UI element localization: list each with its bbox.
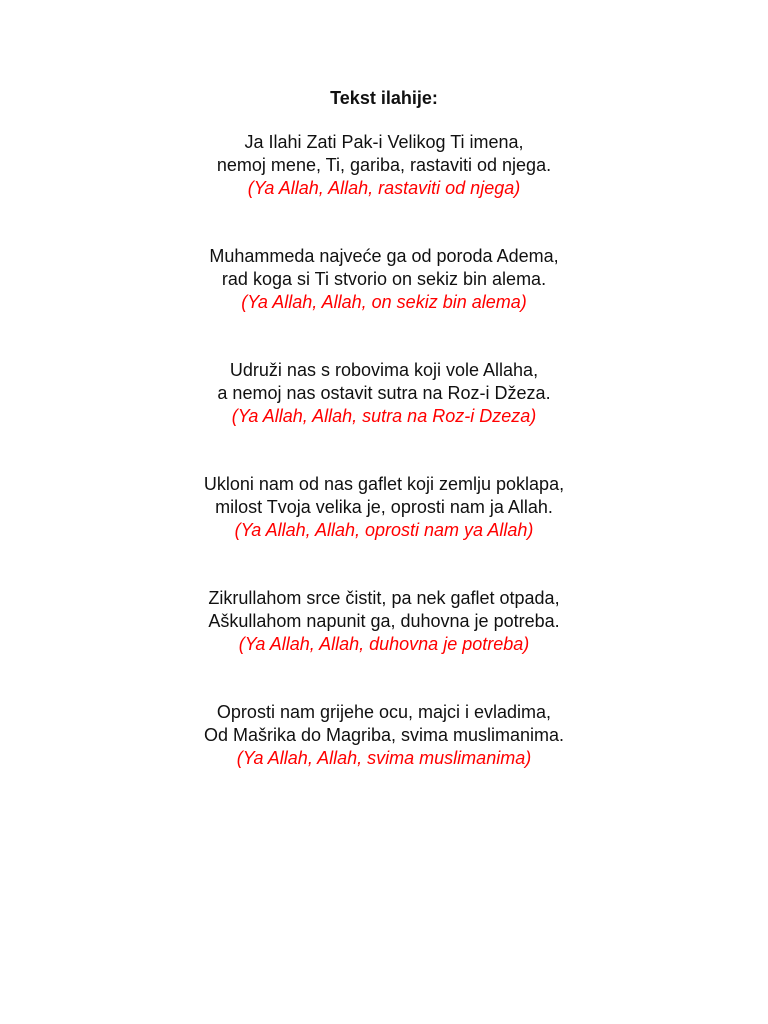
stanza-line: Muhammeda najveće ga od poroda Adema, [209,246,559,266]
stanza-line: nemoj mene, Ti, gariba, rastaviti od njega. [216,155,552,175]
stanza-6 [0,701,768,770]
stanza-line: rad koga si Ti stvorio on sekiz bin alema. [221,269,547,289]
stanza-line: Zikrullahom srce čistit, pa nek gaflet otpada, [208,588,560,608]
stanza-line: milost Tvoja velika je, oprosti nam ja Allah. [215,497,553,517]
stanza-5 [0,587,768,656]
stanza-line: Ukloni nam od nas gaflet koji zemlju poklapa, [203,474,565,494]
stanza-refrain: (Ya Allah, Allah, rastaviti od njega) [247,178,521,198]
stanza-line: Oprosti nam grijehe ocu, majci i evladima, [216,702,552,722]
stanza-line: Aškullahom napunit ga, duhovna je potreba. [208,611,560,631]
stanza-line: Udruži nas s robovima koji vole Allaha, [229,360,539,380]
stanza-line: Od Mašrika do Magriba, svima muslimanima. [203,725,565,745]
stanza-refrain: (Ya Allah, Allah, sutra na Roz-i Dzeza) [231,406,537,426]
stanza-refrain: (Ya Allah, Allah, svima muslimanima) [236,748,532,768]
stanza-refrain: (Ya Allah, Allah, duhovna je potreba) [238,634,530,654]
stanza-4 [0,473,768,542]
stanza-2 [0,245,768,314]
stanza-line: a nemoj nas ostavit sutra na Roz-i Džeza. [217,383,551,403]
stanza-1 [0,131,768,200]
stanza-3 [0,359,768,428]
page-title: Tekst ilahije: [330,88,438,108]
stanza-line: Ja Ilahi Zati Pak-i Velikog Ti imena, [244,132,524,152]
stanza-refrain: (Ya Allah, Allah, oprosti nam ya Allah) [234,520,534,540]
stanza-refrain: (Ya Allah, Allah, on sekiz bin alema) [241,292,527,312]
